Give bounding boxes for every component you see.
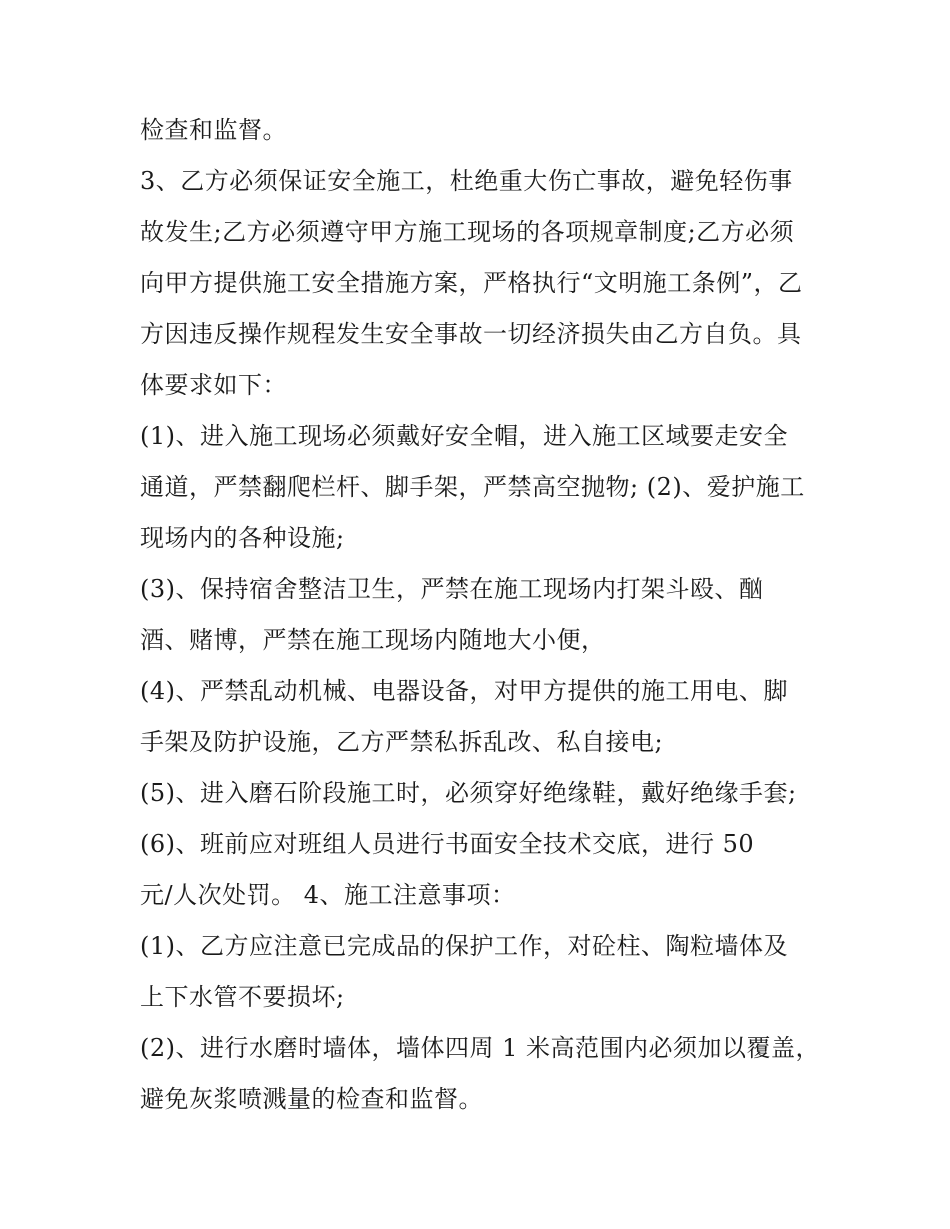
text-line: 检查和监督。 — [140, 116, 287, 144]
text-line: 通道，严禁翻爬栏杆、脚手架，严禁高空抛物; (2)、爱护施工 — [140, 473, 805, 501]
text-line: 3、乙方必须保证安全施工，杜绝重大伤亡事故，避免轻伤事 — [140, 167, 793, 195]
text-line: 手架及防护设施，乙方严禁私拆乱改、私自接电; — [140, 728, 664, 756]
text-line: 体要求如下： — [140, 371, 287, 399]
text-line: (3)、保持宿舍整洁卫生，严禁在施工现场内打架斗殴、酗 — [140, 575, 764, 603]
document-body — [140, 105, 840, 1125]
text-line: (4)、严禁乱动机械、电器设备，对甲方提供的施工用电、脚 — [140, 677, 788, 705]
text-line: 酒、赌博，严禁在施工现场内随地大小便， — [140, 626, 606, 654]
text-line: 上下水管不要损坏; — [140, 983, 345, 1011]
text-line: (1)、进入施工现场必须戴好安全帽，进入施工区域要走安全 — [140, 422, 788, 450]
text-line: 方因违反操作规程发生安全事故一切经济损失由乙方自负。具 — [140, 320, 802, 348]
text-line: 故发生;乙方必须遵守甲方施工现场的各项规章制度;乙方必须 — [140, 218, 795, 246]
text-line: 现场内的各种设施; — [140, 524, 345, 552]
text-line: (5)、进入磨石阶段施工时，必须穿好绝缘鞋，戴好绝缘手套; — [140, 779, 797, 807]
text-line: (2)、进行水磨时墙体，墙体四周 1 米高范围内必须加以覆盖， — [140, 1034, 821, 1062]
text-line: 避免灰浆喷溅量的检查和监督。 — [140, 1085, 483, 1113]
text-line: 向甲方提供施工安全措施方案，严格执行“文明施工条例”，乙 — [140, 269, 803, 297]
text-line: 元/人次处罚。 4、施工注意事项： — [140, 881, 516, 909]
text-line: (6)、班前应对班组人员进行书面安全技术交底，进行 50 — [140, 830, 755, 858]
text-line: (1)、乙方应注意已完成品的保护工作，对砼柱、陶粒墙体及 — [140, 932, 788, 960]
